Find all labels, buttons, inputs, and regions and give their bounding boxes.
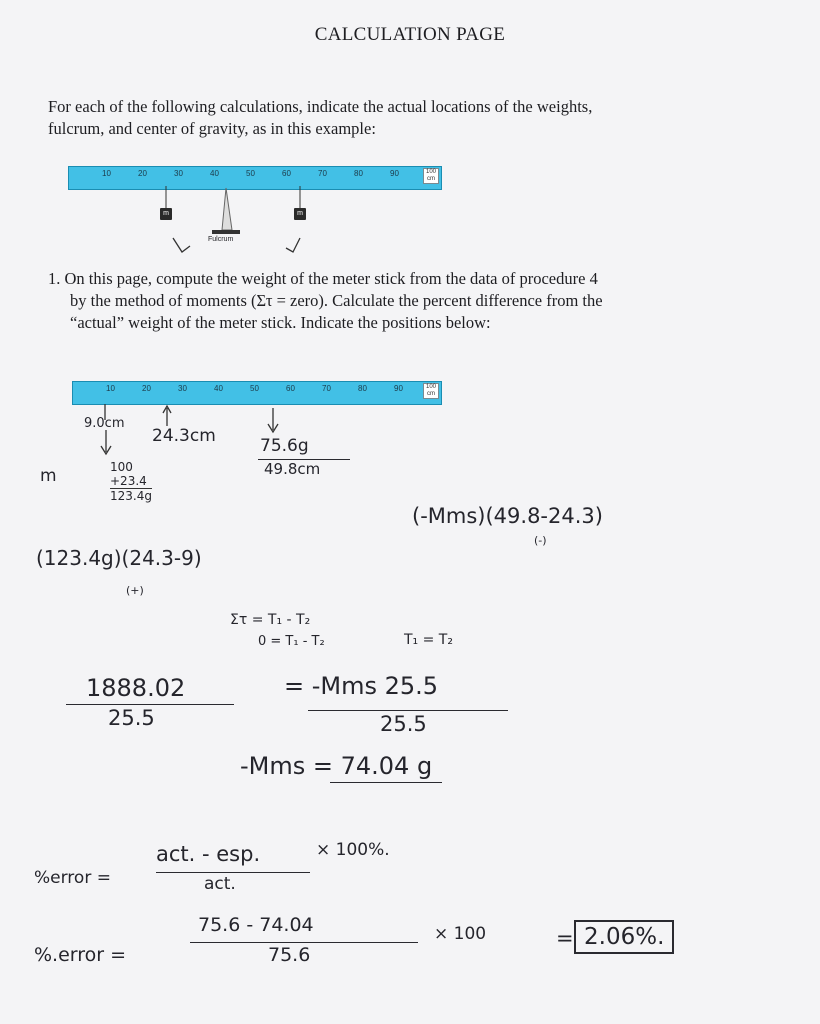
question-1-line-3: “actual” weight of the meter stick. Indicate the positions below: — [70, 313, 491, 332]
mass-right: 75.6g — [260, 436, 309, 456]
question-1-line-2: by the method of moments (Στ = zero). Calculate the percent difference from the — [70, 291, 603, 310]
instructions-line-2: fulcrum, and center of gravity, as in this example: — [48, 119, 376, 138]
example-tick: 90 — [390, 169, 399, 178]
error-numerator: 75.6 - 74.04 — [198, 914, 314, 936]
moment-left: (123.4g)(24.3-9) — [36, 546, 202, 570]
error-label: %.error = — [34, 944, 127, 966]
fraction-bar — [308, 710, 508, 711]
torque-sum: Στ = T₁ - T₂ — [230, 612, 311, 628]
error-equals: = — [556, 926, 574, 950]
instructions — [48, 96, 788, 140]
error-formula-denominator: act. — [204, 874, 236, 894]
example-tick: 80 — [354, 169, 363, 178]
example-diagram — [60, 186, 460, 266]
fraction-bar — [66, 704, 234, 705]
cm-label: 100 cm — [423, 168, 439, 184]
question-1 — [48, 268, 788, 334]
example-tick: 70 — [318, 169, 327, 178]
error-multiplier: × 100 — [434, 924, 487, 944]
example-tick: 50 — [246, 169, 255, 178]
sign-plus: (+) — [126, 584, 144, 597]
error-formula-label: %error = — [34, 868, 111, 888]
fraction-bar — [156, 872, 310, 873]
arrow-icon — [286, 238, 300, 252]
fulcrum-base — [212, 230, 240, 234]
example-tick: 10 — [102, 169, 111, 178]
error-denominator: 75.6 — [268, 944, 311, 966]
position-left: 9.0cm — [84, 416, 125, 431]
question-1-line-1: 1. On this page, compute the weight of the meter stick from the data of procedure 4 — [48, 269, 598, 288]
example-tick: 30 — [174, 169, 183, 178]
instructions-line-1: For each of the following calculations, indicate the actual locations of the weights, — [48, 97, 593, 116]
sign-minus: (-) — [534, 534, 547, 547]
example-tick: 40 — [210, 169, 219, 178]
fraction-denominator: 25.5 — [108, 706, 155, 730]
mass-right: m — [294, 208, 306, 220]
result: -Mms = 74.04 g — [240, 752, 433, 780]
tick: 10 — [106, 384, 115, 393]
position-right: 49.8cm — [264, 460, 321, 478]
tick: 80 — [358, 384, 367, 393]
fraction-2-denominator: 25.5 — [380, 712, 427, 736]
tick: 90 — [394, 384, 403, 393]
fraction-2-numerator: = -Mms 25.5 — [284, 672, 439, 700]
tick: 70 — [322, 384, 331, 393]
error-formula-numerator: act. - esp. — [156, 842, 261, 866]
mass-left: m — [160, 208, 172, 220]
tick: 30 — [178, 384, 187, 393]
error-answer-box: 2.06%. — [574, 920, 674, 954]
fulcrum-icon — [222, 188, 232, 230]
torque-equal: T₁ = T₂ — [404, 632, 453, 648]
arrow-icon — [173, 238, 190, 252]
example-tick: 60 — [282, 169, 291, 178]
moment-right: (-Mms)(49.8-24.3) — [412, 504, 603, 528]
fraction-bar — [190, 942, 418, 943]
sum-work: 100 +23.4 123.4g — [110, 460, 152, 503]
tick: 50 — [250, 384, 259, 393]
fulcrum-label: Fulcrum — [208, 236, 234, 243]
tick: 40 — [214, 384, 223, 393]
torque-zero: 0 = T₁ - T₂ — [258, 634, 325, 649]
error-formula-multiplier: × 100%. — [316, 840, 390, 860]
result-underline — [330, 782, 442, 783]
mass-symbol: m — [40, 466, 57, 486]
page-title: CALCULATION PAGE — [314, 24, 506, 45]
tick: 20 — [142, 384, 151, 393]
position-mid: 24.3cm — [152, 426, 216, 446]
cm-label: 100 cm — [423, 383, 439, 399]
fraction-numerator: 1888.02 — [86, 674, 186, 702]
tick: 60 — [286, 384, 295, 393]
example-tick: 20 — [138, 169, 147, 178]
